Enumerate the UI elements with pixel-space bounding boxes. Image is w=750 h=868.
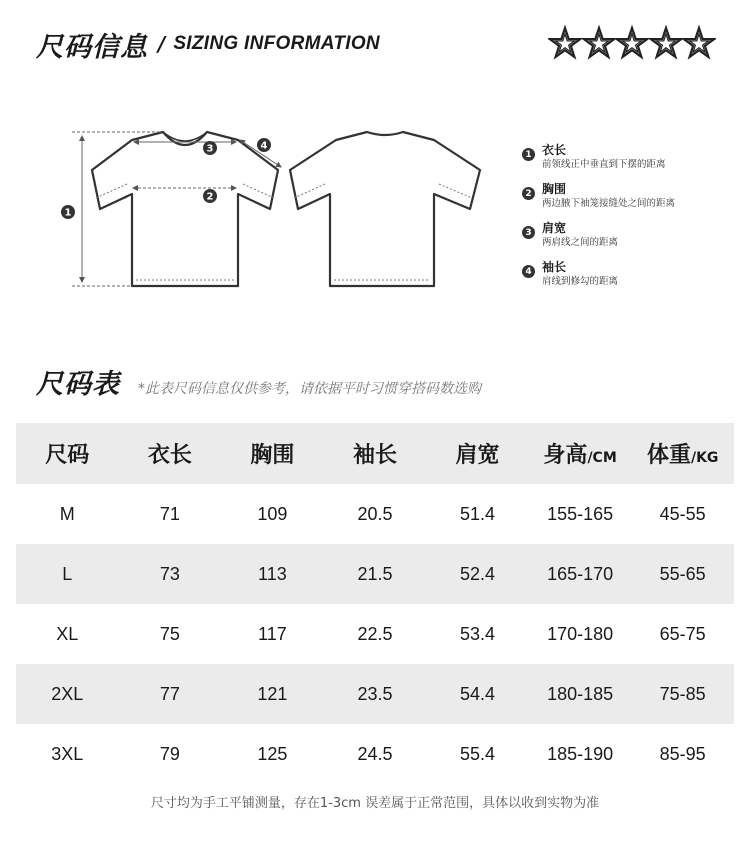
column-header-sleeve: 袖长 [352, 443, 397, 468]
measurement-lines [72, 132, 281, 286]
page-title-en: SIZING INFORMATION [173, 33, 380, 54]
table-cell: 109 [257, 503, 288, 524]
table-cell: 71 [159, 503, 180, 524]
page-header [36, 22, 380, 66]
star-icon [548, 24, 582, 62]
page-title-cn: 尺码信息 [36, 31, 148, 63]
tshirt-front-outline [92, 132, 278, 286]
table-row [16, 664, 734, 724]
legend-item-shoulder [522, 220, 675, 249]
table-cell: 121 [257, 683, 288, 704]
legend-title: 衣长 [542, 143, 567, 157]
table-row [16, 544, 734, 604]
table-cell: 125 [257, 743, 288, 764]
table-cell: L [62, 563, 73, 584]
legend-title: 肩宽 [542, 221, 567, 235]
measure-label-2 [203, 189, 217, 203]
legend-desc: 两肩线之间的距离 [542, 237, 619, 248]
column-header-height: 身高/CM [543, 443, 617, 468]
table-cell: 75 [159, 623, 180, 644]
legend-item-chest [522, 181, 675, 210]
tshirt-back-outline [290, 132, 480, 286]
table-row [16, 724, 734, 784]
star-icon [615, 24, 649, 62]
table-cell: 3XL [51, 743, 84, 764]
table-cell: 85-95 [659, 743, 706, 764]
table-cell: 54.4 [460, 683, 496, 704]
svg-text:1: 1 [64, 207, 72, 219]
table-header-row [16, 423, 734, 484]
size-table [16, 423, 734, 784]
star-icon [582, 24, 616, 62]
table-cell: 77 [159, 683, 180, 704]
table-cell: 23.5 [357, 683, 393, 704]
table-cell: 24.5 [357, 743, 393, 764]
table-cell: 185-190 [547, 743, 614, 764]
table-cell: 113 [258, 563, 287, 584]
size-table-note: *此表尺码信息仅供参考，请依据平时习惯穿搭码数选购 [138, 381, 481, 397]
table-cell: 55.4 [460, 743, 496, 764]
table-cell: 45-55 [659, 503, 706, 524]
table-cell: 53.4 [460, 623, 496, 644]
legend-desc: 前领线正中垂直到下摆的距离 [542, 159, 666, 170]
table-cell: 117 [258, 623, 287, 644]
legend-desc: 两边腋下袖笼接缝处之间的距离 [542, 198, 676, 209]
star-icon [682, 24, 716, 62]
legend-title: 胸围 [542, 182, 567, 196]
size-table-header [36, 362, 481, 401]
column-header-size: 尺码 [45, 443, 90, 468]
column-header-length: 衣长 [147, 443, 192, 468]
table-cell: 55-65 [659, 563, 706, 584]
table-cell: 165-170 [547, 563, 614, 584]
measure-label-4 [257, 138, 271, 152]
table-cell: 155-165 [547, 503, 614, 524]
svg-text:4: 4 [260, 140, 268, 152]
measure-label-1 [61, 205, 75, 219]
legend-number: 3 [522, 226, 535, 239]
table-row [16, 484, 734, 544]
column-header-weight: 体重/KG [646, 443, 719, 468]
legend-number: 4 [522, 265, 535, 278]
measurement-legend [522, 142, 675, 298]
table-cell: 51.4 [460, 503, 496, 524]
measure-label-3 [203, 141, 217, 155]
legend-item-length [522, 142, 675, 171]
table-cell: 20.5 [357, 503, 393, 524]
legend-number: 1 [522, 148, 535, 161]
table-cell: 21.5 [357, 563, 393, 584]
title-divider: / [158, 32, 166, 56]
table-row [16, 604, 734, 664]
size-table-title: 尺码表 [36, 369, 120, 400]
svg-text:2: 2 [206, 191, 214, 203]
table-cell: 52.4 [460, 563, 496, 584]
legend-number: 2 [522, 187, 535, 200]
rating-stars [548, 24, 716, 62]
table-cell: 22.5 [357, 623, 393, 644]
table-cell: M [59, 503, 75, 524]
legend-title: 袖长 [542, 260, 567, 274]
table-cell: 73 [159, 563, 180, 584]
legend-item-sleeve [522, 259, 675, 288]
column-header-shoulder: 肩宽 [455, 443, 500, 468]
table-cell: 75-85 [659, 683, 706, 704]
table-cell: 180-185 [547, 683, 614, 704]
table-cell: 79 [159, 743, 180, 764]
column-header-chest: 胸围 [250, 443, 295, 468]
table-cell: 170-180 [547, 623, 614, 644]
table-cell: 65-75 [659, 623, 706, 644]
legend-desc: 肩线到修勾的距离 [542, 276, 619, 287]
table-cell: 2XL [51, 683, 84, 704]
measurement-footnote: 尺寸均为手工平铺测量，存在1-3cm 误差属于正常范围，具体以收到实物为准 [150, 796, 600, 811]
svg-text:3: 3 [206, 143, 214, 155]
star-icon [649, 24, 683, 62]
table-cell: XL [56, 623, 79, 644]
